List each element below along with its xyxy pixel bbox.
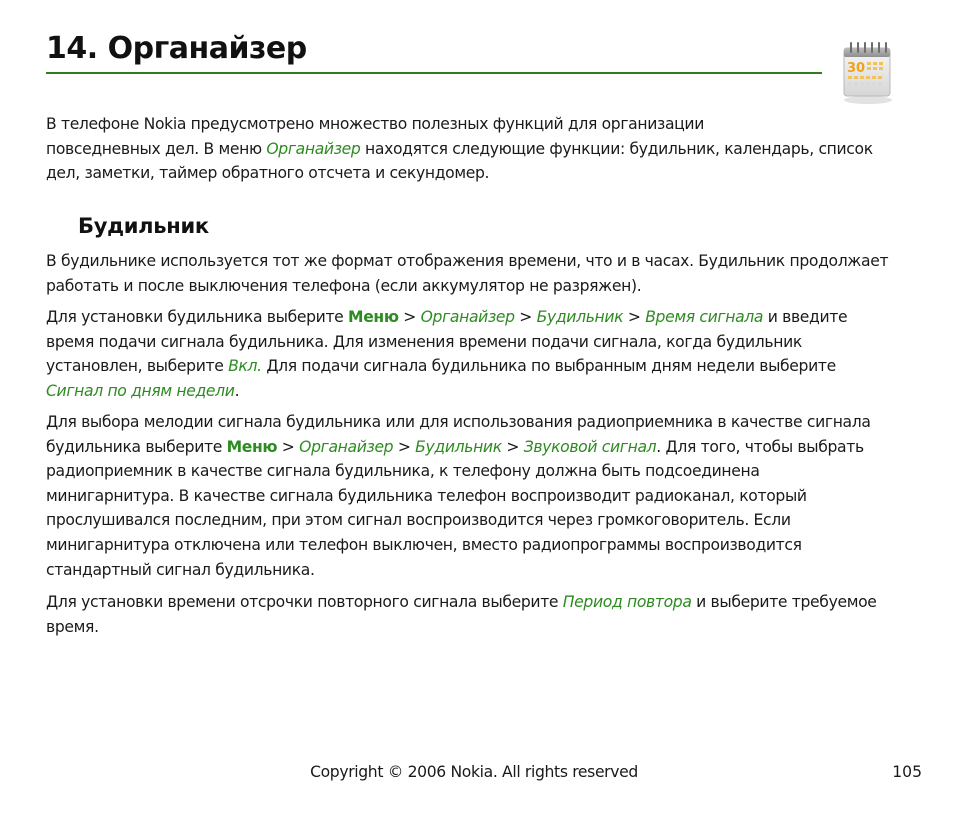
path-separator: > [514,308,537,326]
intro-line [46,137,908,162]
path-separator: > [277,437,300,456]
paragraph-line: стандартный сигнал будильника. [46,560,315,579]
paragraph-line: время подачи сигнала будильника. Для изменения времени подачи сигнала, когда будильник [46,332,802,351]
paragraph-line: прослушивался последним, при этом сигнал воспроизводится через громкоговоритель. Если [46,511,791,530]
snooze-period-ref: Период повтора [562,593,692,611]
alarm-time-ref: Время сигнала [645,308,764,326]
text-run: . Для того, чтобы выбрать [656,437,864,456]
chapter-title: 14. Органайзер [46,31,307,66]
text-run: и введите [763,308,848,326]
paragraph-line: минигарнитура. В качестве сигнала будильника телефон воспроизводит радиоканал, который [46,486,807,505]
intro-line: В телефоне Nokia предусмотрено множество полезных функций для организации [46,115,705,133]
alarm-menu-ref: Будильник [536,308,624,326]
alarm-menu-ref: Будильник [415,437,502,456]
text-run: Для подачи сигнала будильника по выбранным дням недели выберите [261,357,836,376]
paragraph-line: минигарнитура отключена или телефон выключен, вместо радиопрограммы воспроизводится [46,535,802,554]
text-run: находятся следующие функции: будильник, календарь, список [360,139,873,158]
intro-paragraph [46,112,908,186]
alarm-paragraph-1 [46,249,908,298]
alarm-days-ref: Сигнал по дням недели [46,381,235,400]
paragraph-line [46,590,908,615]
paragraph-line: время. [46,617,99,636]
text-run: установлен, выберите [46,357,229,376]
organizer-menu-ref: Органайзер [420,308,515,326]
intro-line: дел, заметки, таймер обратного отсчета и секундомер. [46,164,490,183]
page-number: 105 [892,763,922,781]
footer-copyright: Copyright © 2006 Nokia. All rights reserved [310,763,638,781]
paragraph-line: В будильнике используется тот же формат отображения времени, что и в часах. Будильник продолжает [46,252,889,270]
paragraph-line [46,354,908,379]
path-separator: > [398,308,421,326]
text-run: и выберите требуемое [691,593,877,611]
organizer-menu-ref: Органайзер [299,437,394,456]
calendar-icon [836,38,898,106]
path-separator: > [393,437,416,456]
path-separator: > [623,308,646,326]
text-run: будильника выберите [46,437,227,456]
text-run: Для установки времени отсрочки повторного сигнала выберите [46,593,563,611]
menu-ref: Меню [226,437,278,456]
text-run: Для установки будильника выберите [46,308,349,326]
alarm-paragraph-4 [46,590,908,639]
paragraph-line: работать и после выключения телефона (если аккумулятор не разряжен). [46,276,642,295]
alarm-on-ref: Вкл. [228,357,262,376]
text-run: . [234,381,240,400]
path-separator: > [501,437,524,456]
alarm-sound-ref: Звуковой сигнал [523,437,657,456]
calendar-icon-date: 30 [847,61,866,76]
alarm-paragraph-2 [46,305,908,403]
paragraph-line: радиоприемник в качестве сигнала будильника, к телефону должна быть подсоединена [46,462,760,481]
paragraph-line [46,435,908,460]
paragraph-line: Для выбора мелодии сигнала будильника или для использования радиоприемника в качестве сигнала [46,413,871,431]
organizer-menu-ref: Органайзер [266,139,361,158]
paragraph-line [46,305,908,330]
text-run: повседневных дел. В меню [46,139,267,158]
alarm-paragraph-3 [46,410,908,582]
paragraph-line [46,379,908,404]
menu-ref: Меню [348,308,399,326]
section-heading-alarm: Будильник [78,214,209,238]
title-rule [46,72,822,74]
